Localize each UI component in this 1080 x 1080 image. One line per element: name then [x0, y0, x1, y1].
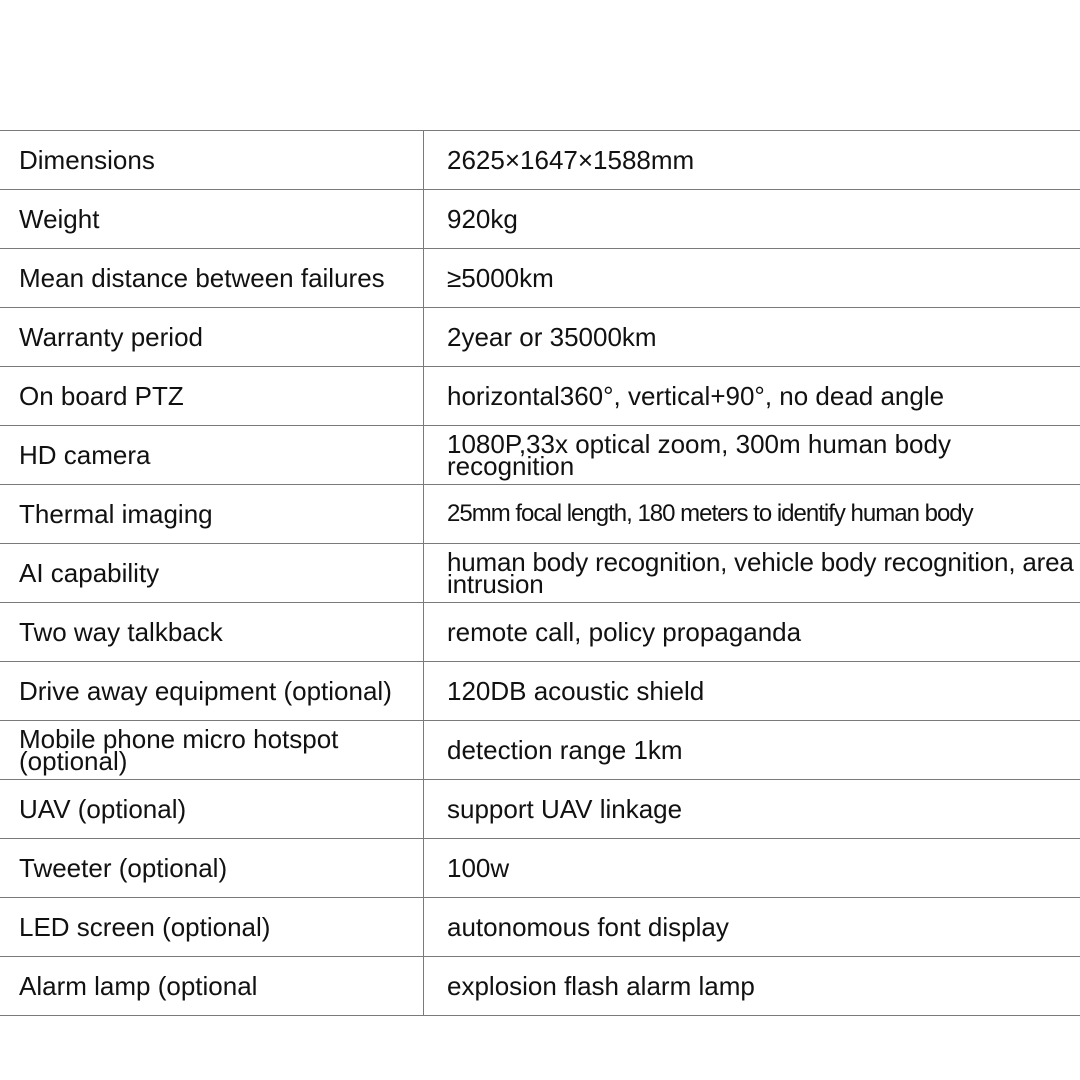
spec-label: Weight [0, 190, 424, 248]
spec-label: Tweeter (optional) [0, 839, 424, 897]
spec-label: Mean distance between failures [0, 249, 424, 307]
spec-row-ai [0, 544, 1080, 603]
spec-row-hd-camera [0, 426, 1080, 485]
spec-value: ≥5000km [447, 263, 554, 293]
spec-value: detection range 1km [447, 735, 683, 765]
spec-row-warranty [0, 308, 1080, 367]
spec-value: 2625×1647×1588mm [447, 145, 695, 175]
spec-value: horizontal360°, vertical+90°, no dead angle [447, 381, 945, 411]
spec-label: Mobile phone micro hotspot (optional) [0, 721, 424, 779]
spec-label: Thermal imaging [0, 485, 424, 543]
spec-label: On board PTZ [0, 367, 424, 425]
spec-row-hotspot [0, 721, 1080, 780]
spec-value: support UAV linkage [447, 794, 683, 824]
spec-row-weight [0, 190, 1080, 249]
spec-value: 120DB acoustic shield [447, 676, 705, 706]
spec-row-thermal [0, 485, 1080, 544]
spec-value: 100w [447, 853, 510, 883]
spec-label: Warranty period [0, 308, 424, 366]
spec-label: AI capability [0, 544, 424, 602]
spec-label: Two way talkback [0, 603, 424, 661]
spec-label: LED screen (optional) [0, 898, 424, 956]
spec-row-uav [0, 780, 1080, 839]
spec-value: 920kg [447, 204, 518, 234]
spec-label: Alarm lamp (optional [0, 957, 424, 1015]
spec-value: 1080P,33x optical zoom, 300m human body recognition [447, 429, 951, 481]
spec-row-talkback [0, 603, 1080, 662]
spec-value: human body recognition, vehicle body recognition, area intrusion [447, 547, 1074, 599]
spec-row-alarm-lamp [0, 957, 1080, 1016]
spec-row-mtbf [0, 249, 1080, 308]
spec-value: 25mm focal length, 180 meters to identify human body [447, 500, 973, 527]
spec-value: explosion flash alarm lamp [447, 971, 755, 1001]
spec-label: Dimensions [0, 131, 424, 189]
spec-row-dimensions [0, 131, 1080, 190]
spec-row-tweeter [0, 839, 1080, 898]
spec-row-led-screen [0, 898, 1080, 957]
spec-row-drive-away [0, 662, 1080, 721]
spec-row-ptz [0, 367, 1080, 426]
spec-label: HD camera [0, 426, 424, 484]
spec-table [0, 130, 1080, 1016]
spec-label: UAV (optional) [0, 780, 424, 838]
spec-value: autonomous font display [447, 912, 729, 942]
spec-value: 2year or 35000km [447, 322, 657, 352]
spec-value: remote call, policy propaganda [447, 617, 802, 647]
spec-label: Drive away equipment (optional) [0, 662, 424, 720]
